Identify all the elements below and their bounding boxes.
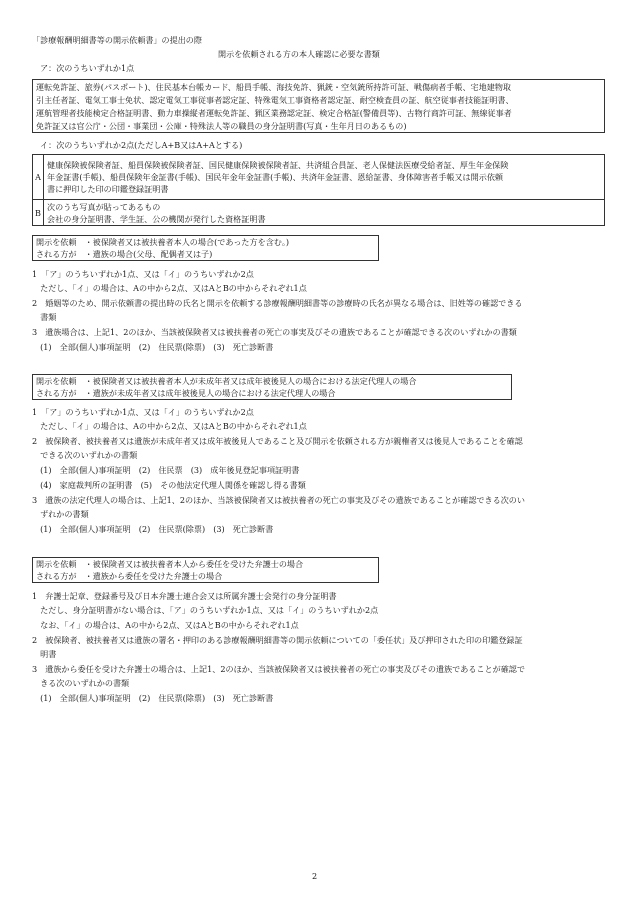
case3-item: きる次のいずれかの書類 bbox=[32, 678, 130, 688]
case3-box-line: される方が ・遺族から委任を受けた弁護士の場合 bbox=[36, 571, 223, 581]
section-b-table bbox=[32, 154, 605, 226]
page-number: 2 bbox=[312, 871, 318, 881]
section-a-line: 運転免許証、旅券(パスポート)、住民基本台帳カード、船員手帳、海技免許、猟銃・空気銃所持許可証、戦傷病者手帳、宅地建物取 bbox=[36, 82, 512, 92]
case1-item: 2 婚姻等のため、開示依頼書の提出時の氏名と開示を依頼する診療報酬明細書等の診療時の氏名が異なる場合は、旧姓等の確認できる bbox=[32, 298, 523, 308]
case1-item: (1) 全部(個人)事項証明 (2) 住民票(除票) (3) 死亡診断書 bbox=[32, 342, 274, 352]
section-a-heading: ア：次のうちいずれか1点 bbox=[40, 63, 135, 73]
case2-item: ただし、「イ」の場合は、Aの中から2点、又はAとBの中からそれぞれ1点 bbox=[32, 421, 307, 431]
row-line: 次のうち写真が貼ってあるもの bbox=[47, 201, 161, 212]
case3-box-line: 開示を依頼 ・被保険者又は被扶養者本人から委任を受けた弁護士の場合 bbox=[36, 559, 304, 569]
case2-item: (1) 全部(個人)事項証明 (2) 住民票 (3) 成年後見登記事項証明書 bbox=[32, 465, 300, 475]
document-subtitle: 開示を依頼される方の本人確認に必要な書類 bbox=[218, 49, 380, 59]
case1-box-line: 開示を依頼 ・被保険者又は被扶養者本人の場合(であった方を含む。) bbox=[36, 237, 290, 247]
table-row bbox=[33, 155, 605, 200]
case2-box-line: される方が ・遺族が未成年者又は成年被後見人の場合における法定代理人の場合 bbox=[36, 388, 336, 398]
case2-item: ずれかの書類 bbox=[32, 509, 89, 519]
case2-item: 2 被保険者、被扶養者又は遺族が未成年者又は成年被後見人であること及び開示を依頼される方が親権者又は後見人であることを確認 bbox=[32, 436, 523, 446]
case2-item: 1 「ア」のうちいずれか1点、又は「イ」のうちいずれか2点 bbox=[32, 407, 254, 417]
case2-item: (1) 全部(個人)事項証明 (2) 住民票(除票) (3) 死亡診断書 bbox=[32, 524, 274, 534]
case3-item: (1) 全部(個人)事項証明 (2) 住民票(除票) (3) 死亡診断書 bbox=[32, 693, 274, 703]
case2-item: できる次のいずれかの書類 bbox=[32, 450, 138, 460]
row-line: 健康保険被保険者証、船員保険被保険者証、国民健康保険被保険者証、共済組合員証、老人保健法医療受給者証、厚生年金保険 bbox=[47, 160, 509, 170]
section-a-line: 免許証又は官公庁・公団・事業団・公庫・特殊法人等の職員の身分証明書(写真・生年月日のあるもの) bbox=[36, 121, 407, 131]
case1-item: 3 遺族場合は、上記1、2のほか、当該被保険者又は被扶養者の死亡の事実及びその遺族であることが確認できる次のいずれかの書類 bbox=[32, 327, 517, 337]
section-b-heading: イ：次のうちいずれか2点(ただしA+B又はA+Aとする) bbox=[40, 140, 243, 150]
case2-box bbox=[32, 374, 512, 400]
table-row bbox=[33, 200, 605, 226]
case3-box bbox=[32, 557, 379, 583]
section-a-line: 引主任者証、電気工事士免状、認定電気工事従事者認定証、特殊電気工事資格者認定証、耐空検査員の証、航空従事者技能証明書、 bbox=[36, 95, 514, 105]
row-content bbox=[44, 200, 605, 226]
case3-item: ただし、身分証明書がない場合は、「ア」のうちいずれか1点、又は「イ」のうちいずれか2点 bbox=[32, 605, 379, 615]
case3-item: 2 被保険者、被扶養者又は遺族の署名・押印のある診療報酬明細書等の開示依頼についての「委任状」及び押印された印の印鑑登録証 bbox=[32, 635, 523, 645]
document-title: 「診療報酬明細書等の開示依頼書」の提出の際 bbox=[32, 35, 202, 45]
case3-item: 明書 bbox=[32, 649, 57, 659]
case1-box bbox=[32, 235, 379, 261]
case1-item: ただし、「イ」の場合は、Aの中から2点、又はAとBの中からそれぞれ1点 bbox=[32, 283, 307, 293]
case2-box-line: 開示を依頼 ・被保険者又は被扶養者本人が未成年者又は成年被後見人の場合における法定代理人の場合 bbox=[36, 376, 417, 386]
case3-item: 3 遺族から委任を受けた弁護士の場合は、上記1、2のほか、当該被保険者又は被扶養者の死亡の事実及びその遺族であることが確認で bbox=[32, 664, 525, 674]
case2-item: 3 遺族の法定代理人の場合は、上記1、2のほか、当該被保険者又は被扶養者の死亡の事実及びその遺族であることが確認できる次のい bbox=[32, 495, 525, 505]
case2-item: (4) 家庭裁判所の証明書 (5) その他法定代理人関係を確認し得る書類 bbox=[32, 480, 306, 490]
section-a-line: 運航管理者技能検定合格証明書、動力車操縦者運転免許証、猟区業務認定証、検定合格証(警備員等)、古物行商許可証、無線従事者 bbox=[36, 108, 512, 118]
case3-item: 1 弁護士記章、登録番号及び日本弁護士連合会又は所属弁護士会発行の身分証明書 bbox=[32, 591, 337, 601]
row-content bbox=[44, 155, 605, 200]
row-line: 書に押印した印の印鑑登録証明書 bbox=[47, 184, 169, 194]
case3-item: なお、「イ」の場合は、Aの中から2点、又はAとBの中からそれぞれ1点 bbox=[32, 620, 299, 630]
row-line: 会社の身分証明書、学生証、公の機関が発行した資格証明書 bbox=[47, 213, 266, 224]
case1-item: 1 「ア」のうちいずれか1点、又は「イ」のうちいずれか2点 bbox=[32, 269, 254, 279]
case1-box-line: される方が ・遺族の場合(父母、配偶者又は子) bbox=[36, 249, 213, 259]
case1-item: 書類 bbox=[32, 312, 57, 322]
row-label: B bbox=[33, 200, 44, 226]
row-line: 年金証書(手帳)、船員保険年金証書(手帳)、国民年金年金証書(手帳)、共済年金証書、恩給証書、身体障害者手帳又は開示依頼 bbox=[47, 172, 504, 182]
row-label: A bbox=[33, 155, 44, 200]
section-a-box bbox=[32, 79, 605, 133]
